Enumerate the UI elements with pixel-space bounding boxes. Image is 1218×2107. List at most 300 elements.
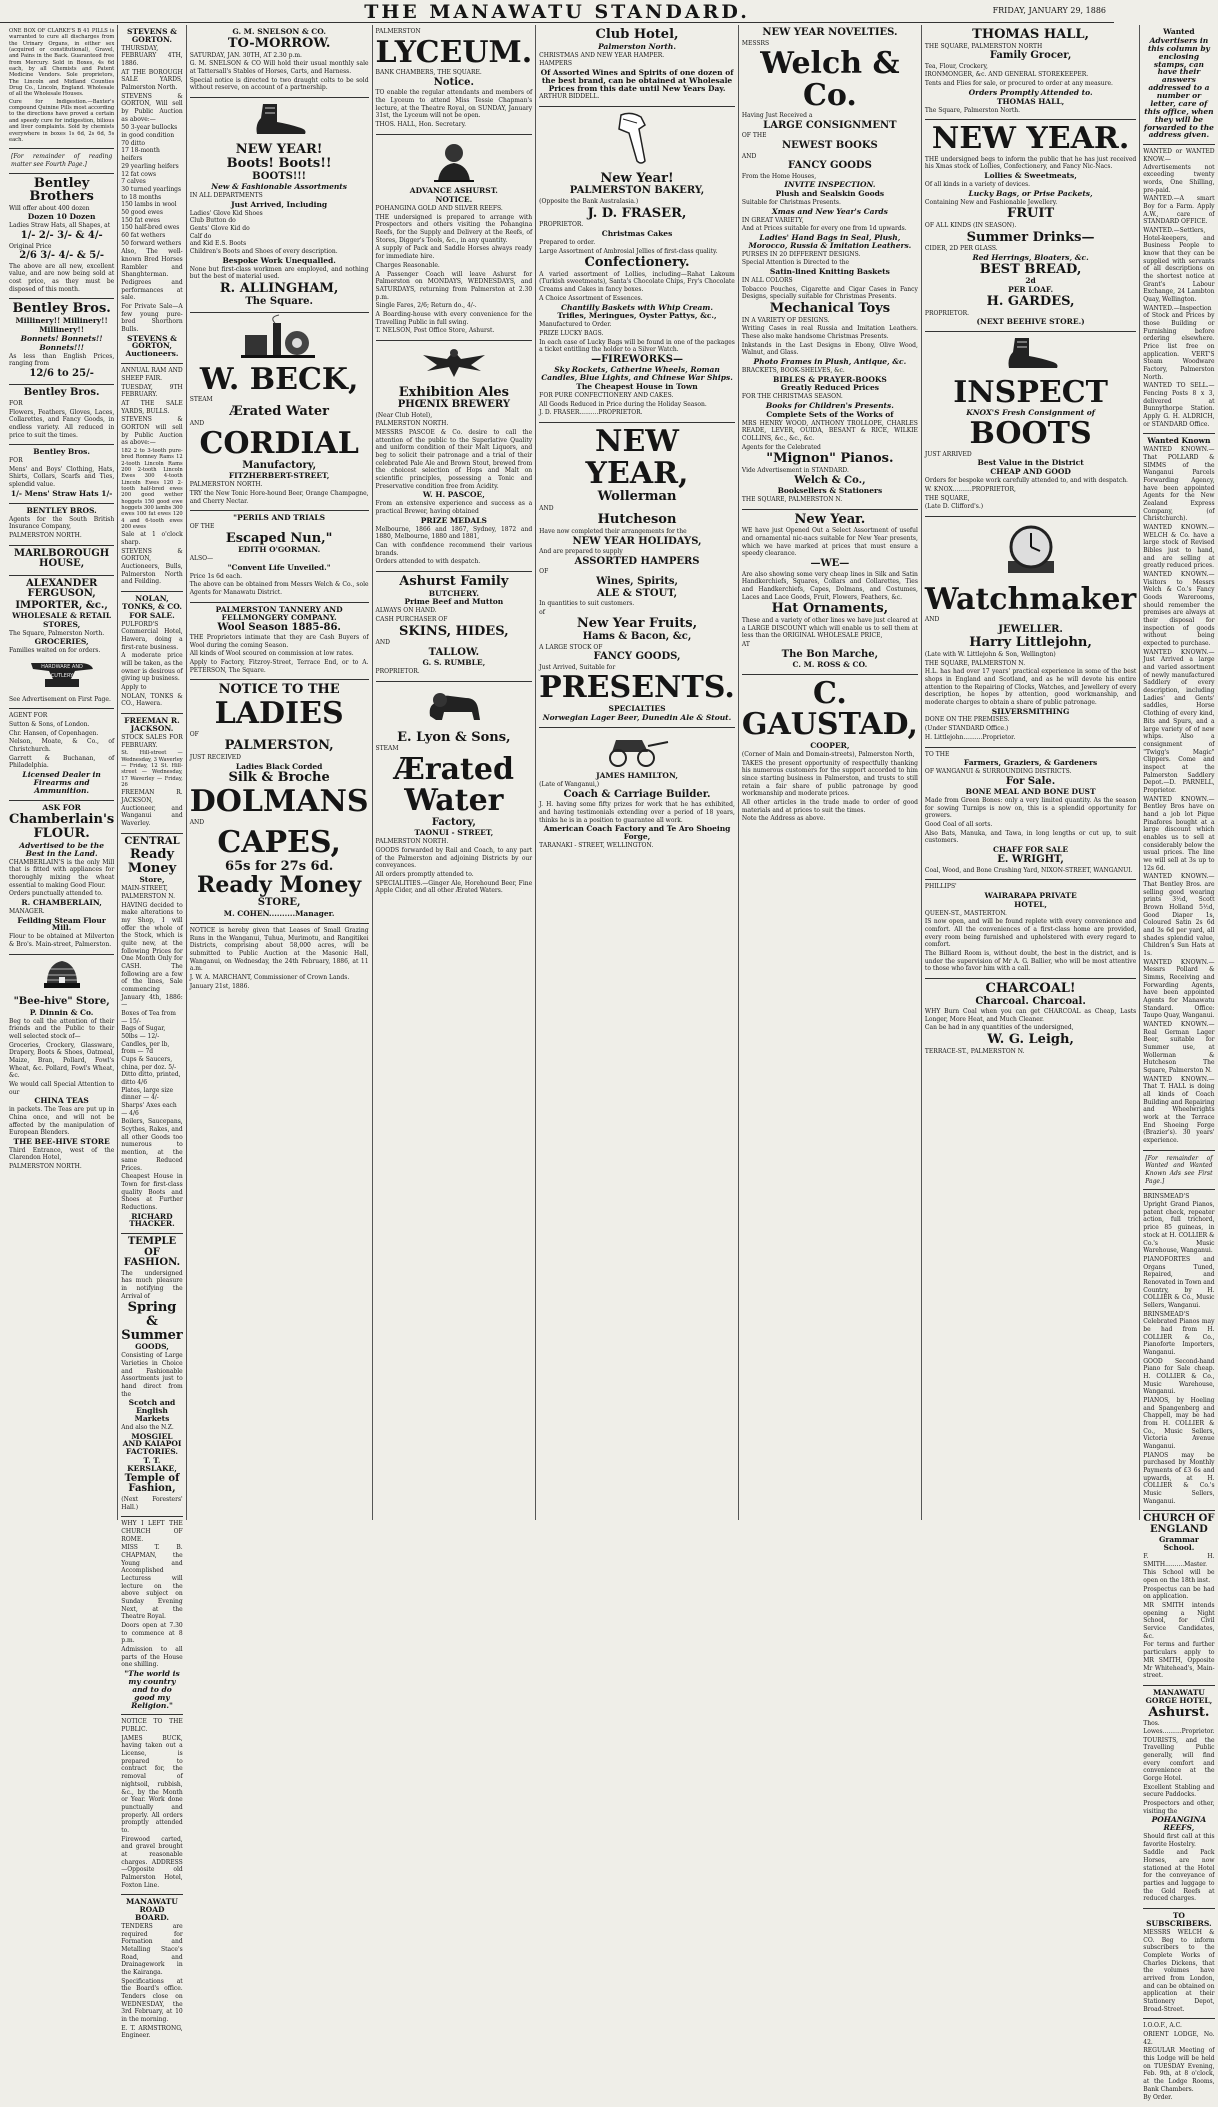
bust-engraving-icon [376, 139, 533, 186]
ad-body-text: We would call Special Attention to our [9, 1081, 115, 1096]
ad-body-text: F. H. SMITH..........Master. [1143, 1553, 1215, 1568]
ad-heading: RICHARD THACKER. [129, 1211, 175, 1229]
ad-body-text: REGULAR Meeting of this Lodge will be held on TUESDAY Evening, Feb. 9th, at 8 o'clock, at the Lodge Rooms, Bank Chambers. [1143, 2047, 1215, 2093]
ad-body-text: See Advertisement on First Page. [9, 695, 111, 703]
ad-body-text: For Private Sale—A few young pure-bred Shorthorn Bulls. [121, 302, 183, 333]
ad-body-text: WANTED KNOWN.—That Bentley Bros. are selling good wearing prints 3½d, Scott Brown Holland 5½d, Good Diaper 1s, Coloured Satin 2s 6d and 3s 6d per yard, all shades splendid value, Children's Sun Hats at 1s. [1143, 873, 1215, 957]
advertisement [376, 135, 533, 341]
ad-heading: Dozen 10 Dozen [27, 212, 96, 222]
ad-body-text: The Billiard Room is, without doubt, the best in the district, and is under the supervision of Mr A. G. Ballier, who will be most attentive to those who favor him with a call. [924, 949, 1137, 973]
advertisement [9, 504, 114, 546]
ad-body-text: TRY the New Tonic Hore-hound Beer, Orange Champagne, and Cherry Nectar. [189, 489, 369, 505]
ad-heading: FREEMAN R. JACKSON. [124, 716, 180, 734]
ad-body-text: Excellent Stabling and secure Paddocks. [1143, 1783, 1215, 1799]
ad-body-text: Cure for Indigestion.—Baxter's compound Quinine Pills most according to the directions have proved a certain and speedy cure for indigestion, bilious and liver complaints. Sold by chemists everywhere in boxes 1s 6d, 2s 6d, 5s each. [9, 98, 115, 143]
ad-body-text: J. W. A. MARCHANT, Commissioner of Crown Lands. [189, 973, 350, 981]
advertisement [539, 107, 735, 423]
ad-heading: Books for Children's Presents. [765, 400, 894, 410]
ad-body-text: Prospectus can be had on application. [1143, 1585, 1215, 1601]
ad-heading: C. M. ROSS & CO. [792, 660, 868, 670]
ad-body-text: MR SMITH intends opening a Night School, for Civil Service Candidates, &c. [1143, 1602, 1215, 1640]
ad-body-text: Apply to Factory, Fitzroy-Street, Terrace End, or to A. PETERSON, The Square. [189, 659, 369, 674]
ad-body-text: Tobacco Pouches, Cigarette and Cigar Cases in Fancy Designs, specially suitable for Christmas Presents. [741, 285, 918, 301]
ad-heading: MOSGIEL AND KAIAPOI FACTORIES. [122, 1431, 182, 1457]
ad-heading: Ready Money [197, 872, 362, 899]
advertisement [1143, 1511, 1214, 1686]
advertisement [190, 25, 369, 98]
ad-heading: BENTLEY BROS. [26, 505, 97, 515]
ad-body-text: Boxes of Tea from — 15/- Bags of Sugar, 50lbs — 12/- Candles, per lb, from — 7d Cups & Saucers, china, per doz. 5/- Ditto ditto, printed, ditto 4/6 Plates, large size dinner — 4/- Sharps' Axes each — 4/6 [121, 1010, 181, 1117]
advertisement [190, 313, 369, 511]
ad-body-text: PALMERSTON NORTH. [375, 838, 449, 846]
ad-heading: BUTCHERY. [428, 588, 479, 598]
newspaper-column [1140, 25, 1217, 2102]
ad-body-text: And also the N.Z. [121, 1423, 174, 1431]
ad-body-text: Price 1s 6d each. [189, 572, 242, 580]
advertisement [925, 332, 1136, 517]
ad-heading: NEWEST BOOKS [782, 140, 878, 152]
svg-text:HARDWARE AND: HARDWARE AND [40, 664, 83, 671]
ad-heading: STORES, [43, 619, 81, 629]
advertisement [925, 748, 1136, 881]
ad-heading: BOOTS [969, 416, 1092, 452]
ad-body-text: Orders punctually attended to. [9, 890, 103, 898]
ad-heading: "PERILS AND TRIALS [233, 513, 326, 523]
ad-body-text: By Order. [1143, 2094, 1173, 2102]
ad-heading: Escaped Nun," [225, 530, 333, 546]
ad-body-text: WANTED KNOWN.—That T. HALL is doing all kinds of Coach Building and Repairing and Wheelwrights work at the Terrace End Shoeing Forge (Brazier's). 30 years' experience. [1143, 1075, 1215, 1145]
ad-heading: The Cheapest House in Town [576, 382, 698, 392]
ad-body-text: Can be had in any quantities of the undersigned, [924, 1024, 1074, 1032]
ad-body-text: None but first-class workmen are employed, and nothing but the best of material used. [189, 265, 369, 281]
ad-body-text: STEVENS & GORTON will sell by Public Auction as above:— [121, 416, 183, 447]
ad-body-text: In quantities to suit customers. [539, 600, 635, 608]
ad-body-text: Vide Advertisement in STANDARD. [741, 467, 849, 475]
ad-body-text: MISS T. B. CHAPMAN, the Young and Accomplished Lecturess will lecture on the above subject on Sunday Evening Next, at the Theatre Royal. [121, 1544, 183, 1621]
ad-body-text: Sutton & Sons, of London. [9, 721, 90, 729]
ad-body-text: IN GREAT VARIETY, [741, 216, 804, 224]
ad-body-text: PURSES IN 20 DIFFERENT DESIGNS. [741, 250, 861, 258]
ad-heading: INVITE INSPECTION. [784, 180, 876, 190]
ad-body-text: Families waited on for orders. [9, 647, 101, 655]
advertisement [121, 592, 182, 714]
ad-heading: CHARCOAL! [985, 980, 1076, 996]
ad-body-text: Large Assortment of Ambrosial Jellies of first-class quality. [539, 247, 718, 255]
ad-heading: CHEAP AND GOOD [990, 467, 1071, 477]
ad-heading: Silk & Broche [228, 770, 330, 786]
advertisement [1143, 1190, 1214, 1511]
ad-heading: DOLMANS [189, 784, 369, 820]
ad-heading: ALEXANDER FERGUSON, [25, 577, 98, 600]
ad-body-text: Made from Green Bones: only a very limited quantity. As the season for sowing Turnips is now on, this is a splendid opportunity for growers. [924, 797, 1137, 820]
ad-body-text: All orders promptly attended to. [375, 871, 474, 878]
carriage-engraving-icon [539, 732, 735, 771]
ad-body-text: MESSRS PASCOE & Co. desire to call the attention of the public to the Superlative Quality and uniform condition of their Malt Liquors, and beg to solicit their patronage and a trial of their celebrated Pale Ale and Brown Stout, brewed from the choicest selection of Hops and Malt on scientific principles, possessing a Tonic and Preservative condition free from Acidity. [375, 429, 533, 490]
ad-heading: 12/6 to 25/- [29, 367, 94, 379]
ad-body-text: Flowers, Feathers, Gloves, Laces, Collarettes, and Fancy Goods, in endless variety. All reduced in price to suit the times. [9, 408, 115, 439]
ad-heading: CENTRAL [124, 835, 180, 847]
ad-heading: Harry Littlejohn, [969, 635, 1092, 651]
ad-body-text: in packets. The Teas are put up in China once, and will not be affected by the manipulation of European Blenders. [9, 1106, 115, 1137]
ad-heading: THE BEE-HIVE STORE [13, 1136, 110, 1146]
ad-body-text: IN A VARIETY OF DESIGNS. [741, 316, 830, 324]
ad-body-text: The undersigned has much pleasure in notifying the Arrival of [121, 1269, 183, 1300]
ad-body-text: I.O.O.F., A.C. [1143, 2022, 1182, 2030]
ad-heading: STEVENS & GORTON, Auctioneers. [125, 333, 179, 359]
ad-body-text: Should first call at this favorite Hostelry. [1143, 1833, 1215, 1848]
advertisement [376, 341, 533, 572]
ad-body-text: THE SQUARE, PALMERSTON N. [924, 659, 1026, 667]
ad-body-text: JUST ARRIVED [924, 450, 972, 458]
ad-body-text: All kinds of Wool scoured on commission at low rates. [189, 650, 354, 658]
ad-body-text: Good Coal of all sorts. [924, 821, 993, 829]
ad-heading: Best Value in the District [977, 458, 1084, 468]
ad-body-text: IN ALL DEPARTMENTS [189, 192, 263, 200]
ad-heading: NEW YEAR HOLIDAYS, [572, 535, 702, 547]
ad-heading: Lucky Bags, or Prise Packets, [968, 188, 1093, 198]
ad-heading: Prime Beef and Mutton [404, 597, 504, 607]
ad-body-text: WHY Burn Coal when you can get CHARCOAL as Cheap, Lasts Longer, More Heat, and Much Cleaner. [924, 1008, 1137, 1023]
advertisement [925, 979, 1136, 1060]
ad-body-text: Can with confidence recommend their various brands. [375, 541, 533, 557]
ad-body-text: Containing New and Fashionable Jewellery. [924, 198, 1058, 206]
ad-heading: Farmers, Graziers, & Gardeners [963, 758, 1098, 768]
ad-body-text: QUEEN-ST., MASTERTON. [924, 909, 1007, 917]
ad-body-text: Note the Address as above. [741, 815, 826, 823]
ad-heading: Ærated Water [393, 751, 514, 819]
ad-body-text: (Near Club Hotel), [375, 411, 433, 419]
advertisement [190, 603, 369, 681]
ad-body-text: ALWAYS ON HAND. [375, 607, 437, 615]
newspaper-column [118, 25, 186, 2040]
ad-heading: Hat Ornaments, [771, 601, 889, 617]
ad-heading: SKINS, HIDES, [399, 623, 509, 639]
ad-body-text: OF [539, 568, 549, 576]
ad-body-text: AT THE SALE YARDS, BULLS. [121, 399, 183, 415]
ad-body-text: MAIN-STREET, PALMERSTON N. [121, 885, 176, 900]
ad-body-text: Writing Cases in real Russia and Imitation Leathers. These also make handsome Christmas Presents. [741, 325, 918, 340]
ad-body-text: Groceries, Crockery, Glassware, Drapery, Boots & Shoes, Oatmeal, Maize, Bran, Pollard, Fowl's Wheat, &c. Pollard, Fowl's Wheat, &c. [9, 1041, 115, 1080]
ad-body-text: BRACKETS, BOOK-SHELVES, &c. [741, 366, 845, 374]
ad-heading: BEST BREAD, [979, 261, 1082, 277]
ad-body-text: Admission to all parts of the House one shilling. [121, 1646, 183, 1669]
ad-body-text: Orders attended to with despatch. [375, 558, 481, 566]
ad-body-text: THE undersigned begs to inform the public that he has just received his Xmas stock of Lollies, Confectionery, and Fancy Nic-Nacs. [924, 155, 1137, 171]
advertisement [742, 510, 918, 675]
ad-body-text: T. NELSON, Post Office Store, Ashurst. [375, 327, 495, 335]
ad-body-text: NOTICE TO THE PUBLIC. [121, 1718, 183, 1734]
ad-heading: COOPER, [810, 740, 850, 750]
ad-heading: G. S. RUMBLE, [422, 658, 486, 668]
ad-heading: INSPECT [953, 374, 1108, 410]
ad-body-text: OF WANGANUI & SURROUNDING DISTRICTS. [924, 768, 1072, 776]
ad-heading: NEW YEAR, [585, 424, 689, 491]
editorial-note [9, 149, 114, 173]
ad-body-text: PALMERSTON NORTH. [189, 481, 263, 489]
ad-body-text: As less than English Prices, ranging from [9, 352, 115, 368]
ad-heading: TAONUI - STREET, [414, 828, 494, 838]
ad-heading: EDITH O'GORMAN. [238, 545, 321, 555]
advertisement [1143, 1909, 1214, 2019]
ad-body-text: TO enable the regular attendants and members of the Lyceum to attend Miss Tessie Chapman's lecture, at the Theatre Royal, on SUNDAY, January 31st, the Lyceum will not be open. [375, 89, 533, 120]
ad-body-text: ONE BOX OF CLARKE'S B 41 PILLS is warranted to cure all discharges from the Urinary Organs, in either sex (acquired or constitutional), Gravel, and Pains in the Back. Guaranteed free from Mercury. Sold in Boxes, 4s 6d each, by all Chemists and Patent Medicine Vendors. Sole proprietors, The Lincoln and Midland Counties Drug Co., Lincoln, England. Wholesale of all the Wholesale Houses. [9, 28, 115, 98]
ad-body-text: AND [741, 152, 757, 160]
ad-body-text: Thos. Lowes..........Proprietor. [1143, 1720, 1215, 1735]
ad-body-text: Special Attention is Directed to the [741, 259, 850, 267]
ad-body-text: A LARGE STOCK OF [539, 643, 603, 651]
advertisement [190, 511, 369, 603]
ad-body-text: And at Prices suitable for every one from 1d upwards. [741, 225, 907, 233]
ad-body-text: AGENT FOR [9, 712, 48, 720]
ad-body-text: J. D. FRASER..........PROPRIETOR. [539, 409, 643, 417]
ad-heading: Orders Promptly Attended to. [968, 87, 1093, 97]
ad-body-text: ANNUAL RAM AND SHEEP FAIR. [121, 367, 183, 382]
ad-body-text: Doors open at 7.30 to commence at 8 p.m. [121, 1622, 183, 1645]
advertisement [190, 98, 369, 313]
ad-heading: BONE MEAL AND BONE DUST [965, 787, 1096, 797]
ad-body-text: Original Price [9, 242, 52, 250]
ad-heading: 65s for 27s 6d. [225, 858, 334, 874]
ad-heading: Palmerston North. [598, 41, 676, 51]
ad-body-text: BRINSMEAD'S Upright Grand Pianos, patent check, repeater action, full trichord, price 85 guineas, in stock at H. COLLIER & Co.'s Music Warehouse, Wanganui. [1143, 1193, 1215, 1255]
newspaper-title: THE MANAWATU STANDARD. [364, 1, 750, 23]
ad-body-text: Nelson, Moate, & Co., of Christchurch. [9, 738, 115, 754]
lion-engraving-icon [376, 686, 533, 729]
ad-body-text: ALSO— [189, 555, 214, 563]
ad-heading: CAPES, [217, 825, 341, 861]
ad-heading: Welch & Co. [760, 46, 900, 113]
ad-body-text: STEVENS & GORTON, Auctioneers, Bulls, Palmerston North and Feilding. [121, 547, 183, 586]
ad-heading: Spring & Summer [121, 1300, 183, 1343]
ad-heading: LYCEUM. [375, 34, 533, 70]
ad-body-text: Charges Reasonable. [375, 261, 440, 269]
ad-heading: New Year. [794, 511, 866, 527]
ad-body-text: (Opposite the Bank Australasia.) [539, 197, 639, 205]
ad-body-text: Tea, Flour, Crockery, [924, 62, 988, 70]
ad-body-text: AT THE BOROUGH SALE YARDS, Palmerston North. [121, 68, 183, 92]
ad-body-text: MESSRS WELCH & CO. Beg to inform subscribers to the Complete Works of Charles Dickens, that the volumes have arrived from London, and can be obtained on application at their Stationery Depot, Broad-Street. [1143, 1928, 1215, 2013]
ad-body-text: All other articles in the trade made to order of good materials and at prices to suit the times. [741, 798, 918, 814]
advertisement [376, 682, 533, 900]
ad-heading: PER LOAF. [1008, 285, 1054, 295]
ad-body-text: From an extensive experience and success as a practical Brewer, having obtained [375, 500, 533, 515]
ad-body-text: THE SQUARE, PALMERSTON N. [741, 496, 843, 504]
ad-body-text: IN ALL COLORS [741, 276, 793, 284]
advertisement [9, 576, 114, 710]
advertisement [9, 801, 114, 955]
ad-heading: FOR SALE. [129, 610, 175, 620]
ad-heading: New Year! [600, 170, 674, 186]
ad-body-text: POHANGINA GOLD AND SILVER REEFS. [375, 205, 503, 213]
ad-body-text: CIDER, 2D PER GLASS. [924, 245, 998, 253]
ad-body-text: THE Proprietors intimate that they are Cash Buyers of Wool during the coming Season. [189, 634, 369, 649]
ad-body-text: of [539, 608, 546, 616]
ad-heading: Club Hotel, [595, 27, 679, 42]
columns-area [6, 25, 1215, 2102]
advertisement [121, 1517, 182, 1715]
ad-heading: ASSORTED HAMPERS [574, 555, 700, 567]
ad-heading: Millinery!! [39, 324, 85, 334]
ad-heading: Bespoke Work Unequalled. [222, 255, 336, 265]
ad-body-text: PALMERSTON [375, 28, 421, 35]
ad-body-text: TUESDAY, 9TH FEBRUARY. [121, 383, 183, 399]
ad-heading: Red Herrings, Bloaters, &c. [972, 252, 1089, 262]
ad-body-text: WANTED KNOWN.—Visitors to Messrs Welch & Co.'s Fancy Goods Warerooms, should remember the premises are always at their disposal for inspection of goods without being expected to purchase. [1143, 571, 1215, 648]
ad-heading: Christmas Cakes [601, 228, 673, 238]
ad-body-text: For terms and further particulars apply to MR SMITH, Opposite Mr Whitehead's, Main-street. [1143, 1641, 1215, 1680]
ad-body-text: WANTED KNOWN.—Just Arrived a large and varied assortment of newly manufactured Saddlery of every description, including Ladies' and Gents' saddles, Horse Clothing of every kind, Bits and Spurs, and a large variety of of new whips. Also a consignment of "Twigg's Magic" Clippers. Come and inspect at the Palmerston Saddlery Depot.—D. PARNELL, Proprietor. [1143, 648, 1215, 794]
ad-body-text: [For remainder of Wanted and Wanted Known Ads see First Page.] [1145, 1154, 1213, 1185]
ad-heading: Exhibition Ales [398, 384, 509, 400]
advertisement [376, 25, 533, 135]
editorial-note [1143, 1151, 1214, 1191]
ad-heading: The Bon Marche, [781, 648, 879, 660]
ad-body-text: THOS. HALL, Hon. Secretary. [375, 121, 467, 129]
ad-heading: LADIES [214, 696, 344, 732]
ad-heading: GOODS, [135, 1342, 169, 1352]
ad-heading: G. M. SNELSON & CO. [232, 27, 326, 36]
advertisement [376, 572, 533, 682]
ad-heading: POHANGINA REEFS, [1151, 1815, 1207, 1833]
ad-body-text: PALMERSTON NORTH. [9, 531, 82, 539]
ad-body-text: Prospectors and other, visiting the [1143, 1799, 1215, 1815]
ad-body-text: Consisting of Large Varieties in Choice and Fashionable Assortments just to hand direct from the [121, 1352, 183, 1398]
ad-body-text: Will offer about 400 dozen [9, 204, 90, 212]
ad-body-text: AND [189, 419, 205, 427]
advertisement [121, 25, 182, 364]
ad-heading: Plush and Sealskin Goods [775, 189, 885, 199]
advertisement [539, 728, 735, 855]
ad-heading: MARLBOROUGH HOUSE, [14, 547, 110, 570]
advertisement [742, 675, 918, 828]
ad-heading: MANAWATU ROAD BOARD. [126, 1897, 178, 1922]
anvil-engraving-icon [9, 657, 114, 694]
ad-body-text: FOR THE CHRISTMAS SEASON. [741, 393, 843, 401]
ad-body-text: Flour to be obtained at Milverton & Bro's. Main-street, Palmerston. [9, 933, 115, 948]
ad-body-text: A Choice Assortment of Essences. [539, 294, 643, 302]
advertisement [121, 1895, 182, 2045]
ad-body-text: WANTED.—A smart Boy for a Farm. Apply A.W., care of STANDARD OFFICE. [1143, 195, 1215, 226]
ad-body-text: Have now completed their arrangements for the [539, 528, 687, 536]
ad-body-text: AT [741, 640, 750, 648]
newspaper-column [739, 25, 922, 1520]
ad-body-text: Special notice is directed to two draught colts to be sold without reserve, on account of a partnership. [189, 76, 369, 92]
ad-heading: American Coach Factory and Te Aro Shoeing Forge, [543, 824, 731, 842]
ad-heading: KNOX'S Fresh Consignment of [966, 408, 1095, 418]
ad-heading: Booksellers & Stationers [777, 486, 883, 496]
ad-body-text: Saddle and Pack Horses, are now stationed at the Hotel for the conveyance of parties and luggage to the Gold Reefs at reduced charges. [1143, 1849, 1215, 1903]
ad-body-text: 182 2 to 3-tooth pure-bred Romney Rams 12 2-tooth Lincoln Rams 200 2-tooth Lincoln Ewes 300 4-tooth Lincoln Ewes 120 2-tooth half-bred ewes 200 good wether hoggets 150 good ewe hoggets 300 lambs 300 ewes 100 fat ewes 120 4 and 6-tooth ewes 200 ewes [121, 447, 183, 531]
ad-body-text: In each case of Lucky Bags will be found in one of the packages a ticket entitling the holder to a Silver Watch. [539, 338, 735, 354]
issue-date: FRIDAY, JANUARY 29, 1886 [992, 6, 1106, 15]
ad-heading: GROCERIES, [34, 637, 89, 647]
advertisement [9, 546, 114, 576]
ad-body-text: WANTED KNOWN.—Real German Lager Beer, suitable for Summer use, at Wollerman & Hutcheson The Square, Palmerston N. [1143, 1021, 1215, 1075]
ad-heading: Temple of Fashion, [124, 1472, 180, 1495]
ad-heading: Ashurst. [1148, 1704, 1210, 1720]
ad-body-text: Ladies' Glove Kid Shoes Club Button do Gents' Glove Kid do Calf do and Kid E.S. Boots Children's Boots and Shoes of every description. [189, 209, 338, 256]
ad-body-text: CHAMBERLAIN'S is the only Mill that is fitted with appliances for thoroughly mixing the wheat essential to making Good Flour. [9, 858, 115, 889]
ad-heading: Mechanical Toys [769, 300, 891, 316]
ad-body-text: E. T. ARMSTRONG, Engineer. [121, 2024, 183, 2040]
ad-heading: W. G. Leigh, [987, 1032, 1074, 1048]
ad-heading: Advertised to be the Best in the Land. [19, 840, 104, 858]
hive-engraving-icon [9, 959, 114, 996]
ad-body-text: These and a variety of other lines we have just cleared at a LARGE DISCOUNT which will enable us to sell them at less than the ORIGINAL WHOLESALE PRICE, [741, 616, 918, 640]
ad-heading: Xmas and New Year's Cards [771, 206, 888, 216]
ad-heading: 1/- Mens' Straw Hats 1/- [10, 488, 113, 498]
ad-body-text: Suitable for Christmas Presents. [741, 199, 841, 207]
ad-heading: CHURCH OF ENGLAND [1143, 1513, 1215, 1535]
factory-engraving-icon [190, 317, 369, 362]
newspaper-column [373, 25, 537, 1520]
ad-heading: Watchmaker [924, 581, 1137, 617]
ad-heading: Wollerman [597, 489, 677, 505]
advertisement [9, 709, 114, 800]
ad-body-text: (Late of Wanganui,) [539, 781, 600, 789]
ad-heading: 2d [1025, 276, 1036, 286]
ad-body-text: The above can be obtained from Messrs Welch & Co., sole Agents for Manawatu District. [189, 581, 369, 597]
ad-heading: New & Fashionable Assortments [211, 182, 347, 192]
ad-heading: —WE— [810, 558, 850, 570]
ad-body-text: FREEMAN R. JACKSON, Auctioneer, and Wanganui and Waverley. [121, 789, 183, 827]
ad-body-text: PHILLIPS' [924, 883, 957, 891]
ad-body-text: FOR [9, 399, 23, 407]
ad-heading: ALE & STOUT, [596, 587, 678, 599]
advertisement [190, 924, 369, 995]
advertisement [121, 1234, 182, 1517]
ad-body-text: JAMES BUCK, having taken out a License, is prepared to contract for, the removal of nightsoil, rubbish, &c., by the Month or Year. Work done punctually and properly. All orders promptly attended to. [121, 1734, 183, 1834]
advertisement [1143, 2019, 1214, 2107]
ad-body-text: ORIENT LODGE, No. 42. [1143, 2030, 1215, 2046]
ad-body-text: J. H. having some fifty prizes for work that he has exhibited, and having testimonials extending over a period of 18 years, thinks he is in a position to guarantee all work. [539, 801, 735, 824]
ad-heading: FLOUR. [33, 826, 90, 842]
ad-heading: Satin-lined Knitting Baskets [769, 267, 890, 277]
ad-body-text: Third Entrance, west of the Clarendon Hotel, [9, 1146, 115, 1162]
ad-body-text: NOLAN, TONKS & CO., Hawera. [121, 692, 183, 708]
ad-body-text: GOODS forwarded by Rail and Coach, to any part of the Palmerston and adjoining Districts by our conveyances. [375, 846, 533, 870]
ad-heading: IMPORTER, &c., [15, 599, 108, 611]
ad-body-text: TERRACE-ST., PALMERSTON N. [924, 1047, 1025, 1055]
ad-body-text: A moderate price will be taken, as the owner is desirous of giving up business. [121, 652, 183, 683]
ad-heading: ASK FOR [42, 802, 81, 812]
ad-body-text: PRIZE LUCKY BAGS. [539, 329, 604, 337]
ad-body-text: Garrett & Buchanan, of Philadelphia. [9, 754, 115, 770]
ad-heading: Confectionery. [584, 255, 690, 271]
ad-heading: NOTICE. [435, 195, 473, 205]
ad-heading: CORDIAL [199, 426, 359, 462]
ad-heading: 1/- 2/- 3/- & 4/- [20, 230, 103, 242]
svg-text:CUTLERY: CUTLERY [50, 673, 73, 680]
advertisement [9, 25, 114, 149]
ad-body-text: PROPRIETOR. [375, 668, 420, 676]
ad-body-text: Single Fares, 2/6; Return do., 4/-. [375, 302, 477, 310]
ad-body-text: PROPRIETOR. [924, 309, 970, 317]
ad-heading: TO SUBSCRIBERS. [1146, 1911, 1212, 1928]
ad-body-text: THE SQUARE, PALMERSTON NORTH [924, 42, 1043, 50]
ad-heading: SILVERSMITHING [991, 706, 1070, 716]
ad-heading: Notice. [433, 76, 474, 88]
ad-heading: W. BECK, [199, 361, 359, 397]
ad-heading: NOTICE TO THE [218, 682, 340, 698]
ad-body-text: Also, The well-known Bred Horses Rambler and Shanghterman. Pedigrees and performances at sale. [121, 248, 183, 302]
ad-body-text: WANTED.—Settlers, Hotel-keepers, and Business People to know that they can be supplied with servants of all descriptions on the shortest notice at Grant's Labour Exchange, 24 Lambton Quay, Wellington. [1143, 226, 1215, 304]
ad-body-text: CHRISTMAS AND NEW YEAR HAMPER. [539, 51, 665, 59]
ad-body-text: WANTED KNOWN.—That POLLARD & SIMMS of the Wanganui Parcels Forwarding Agency, have been appointed Agents for the New Zealand Express Company, (of Christchurch). [1143, 446, 1215, 523]
ad-heading: STORE, [257, 897, 301, 909]
ad-heading: Norwegian Lager Beer, Dunedin Ale & Stout. [542, 712, 732, 722]
advertisement [9, 445, 114, 503]
